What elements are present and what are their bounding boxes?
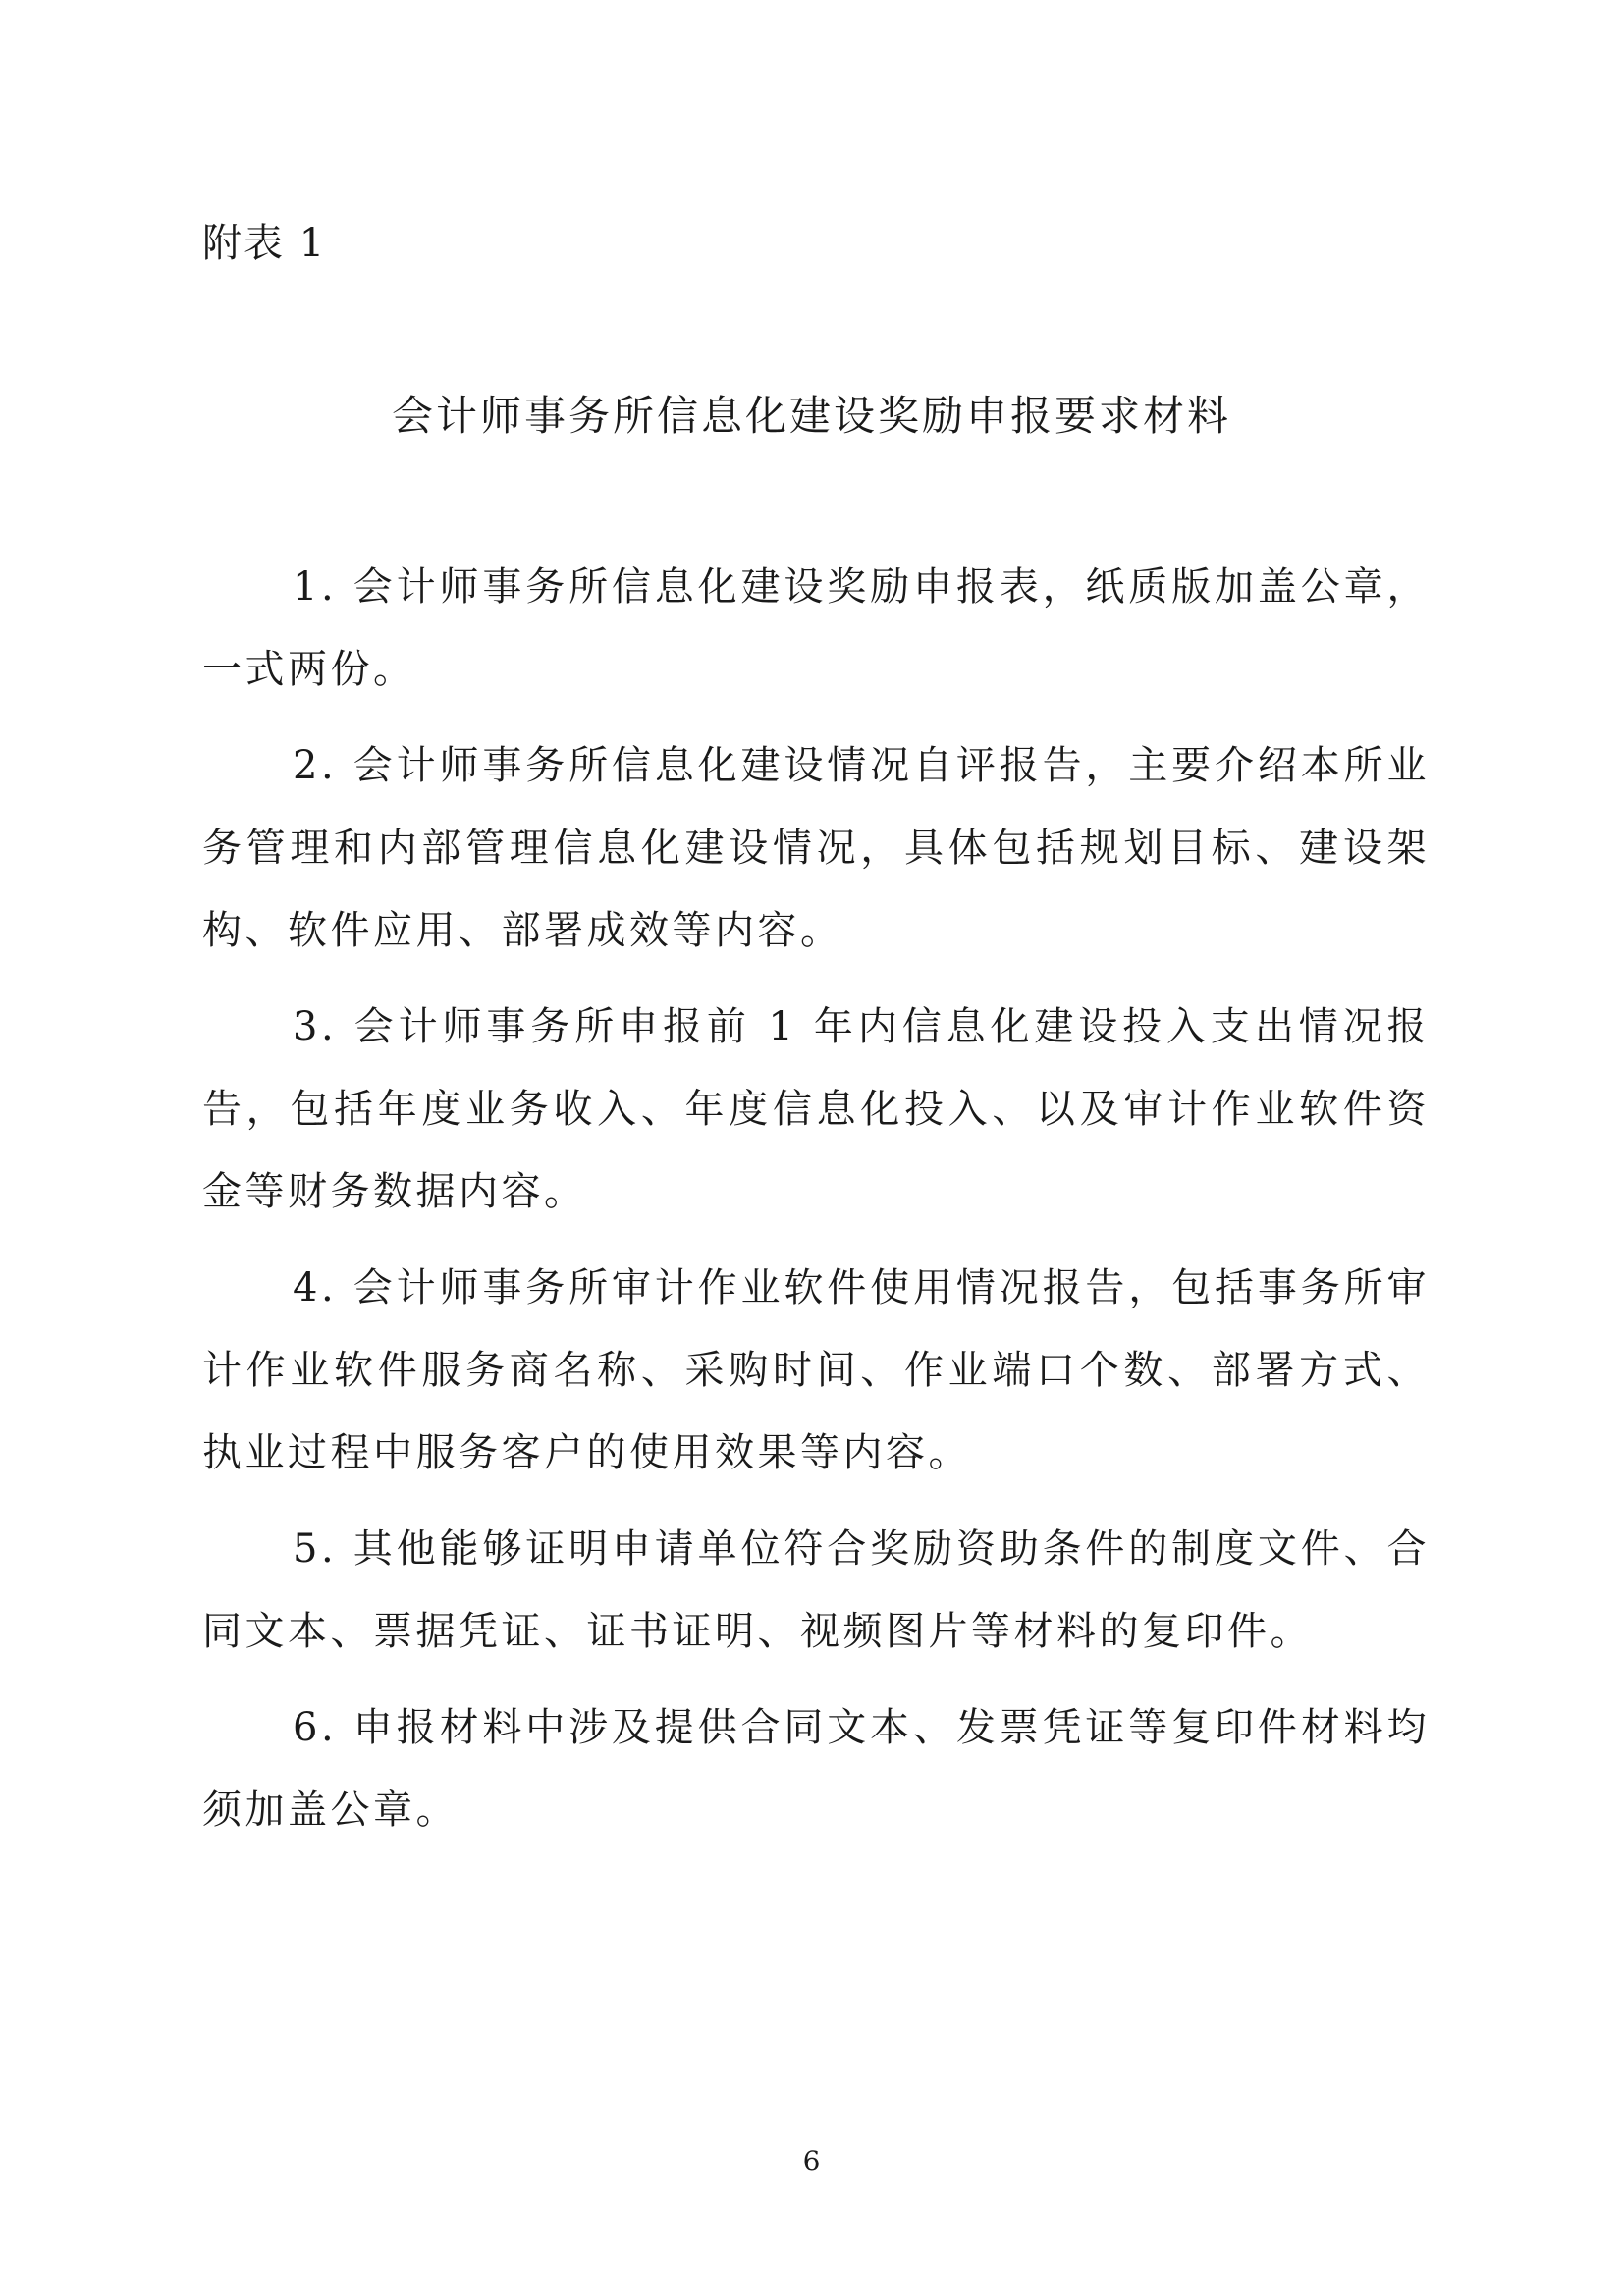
requirement-item-5: 5. 其他能够证明申请单位符合奖励资助条件的制度文件、合同文本、票据凭证、证书证明、视频图片等材料的复印件。: [202, 1526, 1430, 1654]
document-body: [202, 546, 1430, 1865]
requirement-item-6: 6. 申报材料中涉及提供合同文本、发票凭证等复印件材料均须加盖公章。: [202, 1705, 1430, 1833]
requirement-item-4: 4. 会计师事务所审计作业软件使用情况报告，包括事务所审计作业软件服务商名称、采购时间、作业端口个数、部署方式、执业过程中服务客户的使用效果等内容。: [202, 1265, 1430, 1475]
requirement-item-2: 2. 会计师事务所信息化建设情况自评报告，主要介绍本所业务管理和内部管理信息化建设情况，具体包括规划目标、建设架构、软件应用、部署成效等内容。: [202, 743, 1430, 953]
document-title: 会计师事务所信息化建设奖励申报要求材料: [391, 392, 1231, 440]
requirement-item-1: 1. 会计师事务所信息化建设奖励申报表，纸质版加盖公章，一式两份。: [202, 564, 1430, 692]
page-number: 6: [802, 2145, 821, 2177]
requirement-item-3: 3. 会计师事务所申报前 1 年内信息化建设投入支出情况报告，包括年度业务收入、年度信息化投入、以及审计作业软件资金等财务数据内容。: [202, 1004, 1430, 1214]
attachment-label: 附表 1: [202, 221, 327, 266]
